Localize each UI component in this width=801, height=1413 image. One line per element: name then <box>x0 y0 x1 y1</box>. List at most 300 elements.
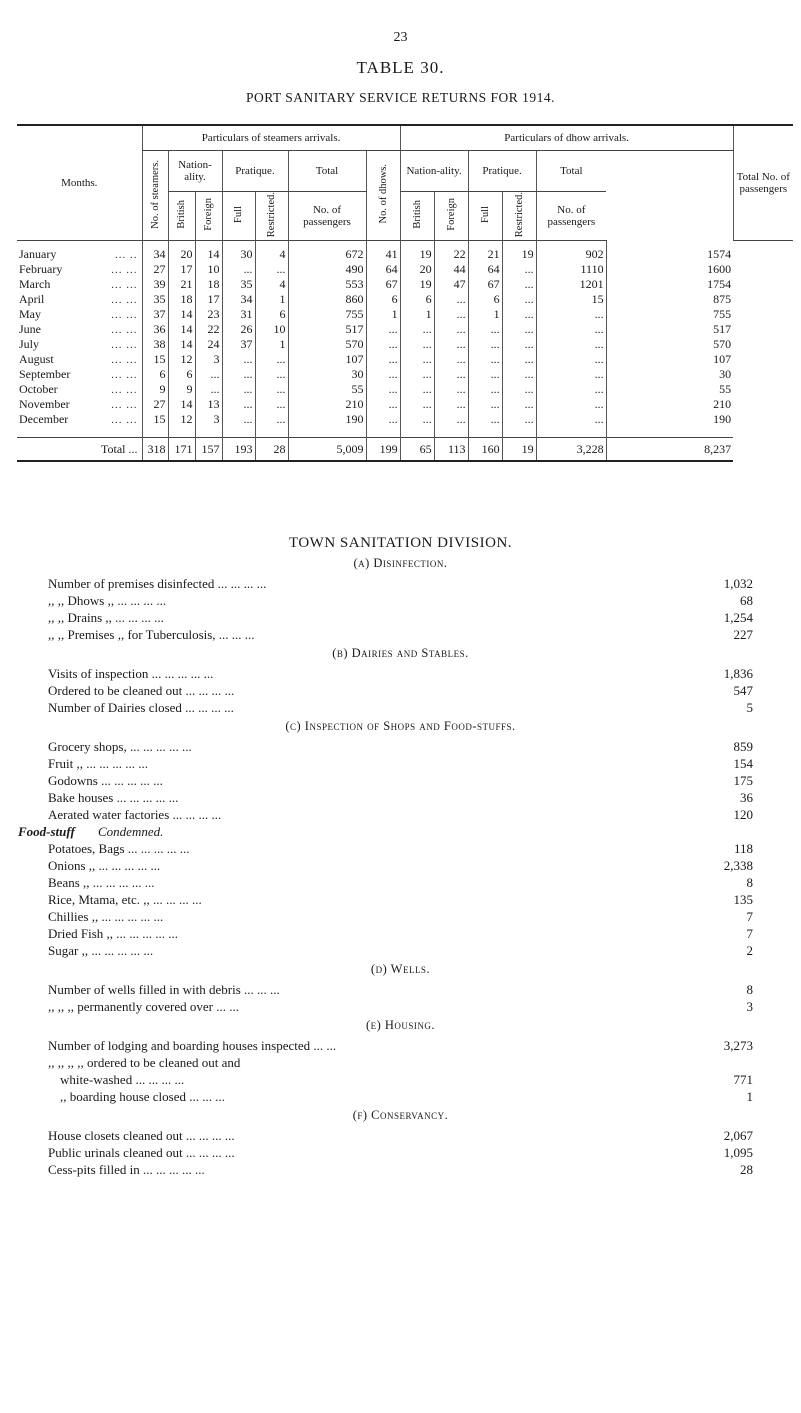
steamer-foreign-cell: 13 <box>195 397 222 412</box>
item-value: 1,032 <box>723 576 753 591</box>
dhow-british-cell: ... <box>400 367 434 382</box>
dhow-foreign-cell: ... <box>434 382 468 397</box>
steamers-cell: 39 <box>142 277 168 292</box>
steamer-restricted-cell: ... <box>255 352 288 367</box>
table-row <box>17 262 793 277</box>
dhow-full-cell: 21 <box>468 241 502 263</box>
steamer-passengers-cell: 490 <box>288 262 366 277</box>
page-number: 23 <box>393 30 408 45</box>
steamer-british-cell: 14 <box>168 322 195 337</box>
steamer-full-cell: 35 <box>222 277 255 292</box>
dhow-british-total: 65 <box>400 438 434 462</box>
steamer-british-cell: 14 <box>168 307 195 322</box>
leader-dots: ... ... <box>111 383 138 396</box>
total-passengers-cell: 30 <box>606 367 733 382</box>
leader-dots: ... ... <box>111 413 138 426</box>
steamers-total: 318 <box>142 438 168 462</box>
dhow-foreign-cell: ... <box>434 322 468 337</box>
item-value: 5 <box>746 700 753 715</box>
list-item <box>0 575 801 592</box>
dhow-british-cell: ... <box>400 337 434 352</box>
dhow-british-cell: 20 <box>400 262 434 277</box>
dhow-total-header: Total <box>536 151 606 192</box>
dhow-restricted-cell: ... <box>502 337 536 352</box>
item-value: 8 <box>746 875 753 890</box>
steamer-british-cell: 12 <box>168 352 195 367</box>
dhow-british-cell: ... <box>400 352 434 367</box>
dhow-british-cell: 19 <box>400 277 434 292</box>
dhow-passengers-cell: ... <box>536 337 606 352</box>
item-label: Ordered to be cleaned out ... ... ... ... <box>48 683 235 698</box>
dairies-title: (b) Dairies and Stables. <box>332 646 469 660</box>
dhow-restricted-total: 19 <box>502 438 536 462</box>
steamers-cell: 15 <box>142 352 168 367</box>
dhow-restricted-cell: ... <box>502 367 536 382</box>
total-passengers-cell: 190 <box>606 412 733 427</box>
dhow-british-header: British <box>400 192 434 241</box>
steamer-passengers-cell: 755 <box>288 307 366 322</box>
steamer-british-cell: 14 <box>168 337 195 352</box>
table-title: TABLE 30. <box>356 58 445 77</box>
table-row <box>17 412 793 427</box>
steamer-restricted-cell: 4 <box>255 241 288 263</box>
town-sanitation-section <box>0 535 801 1178</box>
dhows-cell: 1 <box>366 307 400 322</box>
steamer-restricted-cell: ... <box>255 262 288 277</box>
leader-dots: ... ... <box>111 323 138 336</box>
table-row <box>17 307 793 322</box>
steamer-restricted-cell: ... <box>255 397 288 412</box>
list-item <box>0 981 801 998</box>
steamer-passengers-cell: 107 <box>288 352 366 367</box>
dhow-passengers-cell: ... <box>536 352 606 367</box>
dhow-foreign-cell: 44 <box>434 262 468 277</box>
dhow-foreign-cell: ... <box>434 397 468 412</box>
steamer-total-header: Total <box>288 151 366 192</box>
steamers-cell: 36 <box>142 322 168 337</box>
total-passengers-cell: 107 <box>606 352 733 367</box>
food-stuff-sidenote: Food-stuff <box>18 824 75 839</box>
steamers-cell: 37 <box>142 307 168 322</box>
dhows-cell: ... <box>366 397 400 412</box>
item-value: 118 <box>733 841 753 856</box>
dhow-restricted-header: Restricted. <box>502 192 536 241</box>
steamer-british-cell: 14 <box>168 397 195 412</box>
dhow-nationality-header: Nation-ality. <box>400 151 468 192</box>
steamer-passengers-total: 5,009 <box>288 438 366 462</box>
item-label: ,, boarding house closed ... ... ... <box>60 1089 226 1104</box>
table-row <box>17 352 793 367</box>
leader-dots: ... ... <box>111 338 138 351</box>
steamer-british-total: 171 <box>168 438 195 462</box>
list-item <box>0 665 801 682</box>
dhows-cell: ... <box>366 322 400 337</box>
dhows-cell: 6 <box>366 292 400 307</box>
list-item <box>0 998 801 1015</box>
item-value: 7 <box>746 909 753 924</box>
steamers-cell: 27 <box>142 262 168 277</box>
steamer-restricted-cell: ... <box>255 382 288 397</box>
steamer-foreign-cell: 17 <box>195 292 222 307</box>
item-label: Chillies ,, ... ... ... ... ... <box>48 909 164 924</box>
dhow-passengers-cell: ... <box>536 307 606 322</box>
steamer-passengers-cell: 672 <box>288 241 366 263</box>
shops-title: (c) Inspection of Shops and Food-stuffs. <box>285 719 516 733</box>
list-item <box>0 1161 801 1178</box>
steamer-full-cell: 26 <box>222 322 255 337</box>
list-item <box>0 942 801 959</box>
steamer-passengers-cell: 190 <box>288 412 366 427</box>
list-item <box>0 891 801 908</box>
steamer-foreign-cell: ... <box>195 382 222 397</box>
steamer-foreign-total: 157 <box>195 438 222 462</box>
item-value: 2,338 <box>723 858 753 873</box>
dhows-cell: ... <box>366 352 400 367</box>
item-label: Number of premises disinfected ... ... ... ... <box>48 576 267 591</box>
item-label: Number of wells filled in with debris ... ... ... <box>48 982 280 997</box>
port-sanitary-table <box>17 124 793 462</box>
item-value: 859 <box>733 739 753 754</box>
dhow-passengers-cell: 902 <box>536 241 606 263</box>
list-item <box>0 699 801 716</box>
item-label: Godowns ... ... ... ... ... <box>48 773 163 788</box>
steamer-passengers-cell: 860 <box>288 292 366 307</box>
item-label: Sugar ,, ... ... ... ... ... <box>48 943 154 958</box>
month-cell: December <box>19 412 69 427</box>
table-row <box>17 367 793 382</box>
steamers-group-header: Particulars of steamers arrivals. <box>142 125 400 151</box>
steamer-foreign-cell: 3 <box>195 352 222 367</box>
dhow-british-cell: ... <box>400 412 434 427</box>
dhow-restricted-cell: ... <box>502 277 536 292</box>
item-value: 227 <box>733 627 753 642</box>
steamer-restricted-cell: 1 <box>255 292 288 307</box>
list-item <box>0 755 801 772</box>
total-passengers-cell: 1574 <box>606 241 733 263</box>
dhow-foreign-cell: ... <box>434 292 468 307</box>
item-value: 120 <box>733 807 753 822</box>
dhow-british-cell: 19 <box>400 241 434 263</box>
steamer-passengers-cell: 55 <box>288 382 366 397</box>
disinfection-title: (a) Disinfection. <box>353 556 448 570</box>
dhows-cell: ... <box>366 337 400 352</box>
list-item <box>0 609 801 626</box>
item-value: 175 <box>733 773 753 788</box>
month-cell: May <box>19 307 41 322</box>
steamer-full-cell: ... <box>222 262 255 277</box>
dhow-restricted-cell: 19 <box>502 241 536 263</box>
steamer-foreign-cell: 3 <box>195 412 222 427</box>
steamer-british-cell: 17 <box>168 262 195 277</box>
total-passengers-cell: 875 <box>606 292 733 307</box>
steamers-cell: 27 <box>142 397 168 412</box>
dhow-full-cell: ... <box>468 367 502 382</box>
steamer-foreign-cell: 18 <box>195 277 222 292</box>
month-cell: June <box>19 322 41 337</box>
month-cell: November <box>19 397 70 412</box>
item-value: 3,273 <box>723 1038 753 1053</box>
dhow-foreign-cell: ... <box>434 307 468 322</box>
steamers-cell: 38 <box>142 337 168 352</box>
item-value: 547 <box>733 683 753 698</box>
table-row <box>17 397 793 412</box>
dhow-full-cell: 67 <box>468 277 502 292</box>
month-cell: March <box>19 277 51 292</box>
steamer-restricted-cell: ... <box>255 367 288 382</box>
condemned-heading <box>0 823 801 840</box>
list-item <box>0 1037 801 1054</box>
dhow-restricted-cell: ... <box>502 292 536 307</box>
dhow-passengers-cell: 1110 <box>536 262 606 277</box>
month-cell: August <box>19 352 54 367</box>
dhow-british-cell: 1 <box>400 307 434 322</box>
dhow-full-cell: ... <box>468 337 502 352</box>
month-cell: October <box>19 382 58 397</box>
conservancy-title: (f) Conservancy. <box>352 1108 449 1122</box>
item-label: Cess-pits filled in ... ... ... ... ... <box>48 1162 205 1177</box>
steamer-british-cell: 20 <box>168 241 195 263</box>
steamers-cell: 35 <box>142 292 168 307</box>
dhow-full-cell: 6 <box>468 292 502 307</box>
steamer-restricted-cell: ... <box>255 412 288 427</box>
dhow-british-cell: ... <box>400 322 434 337</box>
dhow-passengers-cell: ... <box>536 382 606 397</box>
dhow-foreign-cell: ... <box>434 412 468 427</box>
list-item <box>0 626 801 643</box>
dhow-foreign-total: 113 <box>434 438 468 462</box>
dhow-restricted-cell: ... <box>502 322 536 337</box>
table-row <box>17 241 793 263</box>
item-value: 3 <box>746 999 753 1014</box>
item-value: 28 <box>740 1162 753 1177</box>
dhows-cell: ... <box>366 367 400 382</box>
steamer-british-header: British <box>168 192 195 241</box>
spacer-row <box>17 427 793 438</box>
list-item <box>0 592 801 609</box>
list-item <box>0 1127 801 1144</box>
total-passengers-cell: 1754 <box>606 277 733 292</box>
steamer-passengers-cell: 553 <box>288 277 366 292</box>
steamer-full-cell: ... <box>222 412 255 427</box>
dhow-passengers-cell: 1201 <box>536 277 606 292</box>
month-cell: February <box>19 262 63 277</box>
steamer-restricted-cell: 10 <box>255 322 288 337</box>
dhow-foreign-cell: ... <box>434 367 468 382</box>
leader-dots: ... ... <box>111 368 138 381</box>
dhow-passengers-total: 3,228 <box>536 438 606 462</box>
dhow-restricted-cell: ... <box>502 262 536 277</box>
dhows-cell: ... <box>366 412 400 427</box>
leader-dots: ... ... <box>111 398 138 411</box>
item-label: ,, ,, ,, ,, ordered to be cleaned out and <box>48 1055 241 1070</box>
steamer-british-cell: 12 <box>168 412 195 427</box>
wells-title: (d) Wells. <box>370 962 431 976</box>
steamer-full-cell: ... <box>222 367 255 382</box>
table-row <box>17 292 793 307</box>
steamer-british-cell: 18 <box>168 292 195 307</box>
dhow-full-cell: ... <box>468 352 502 367</box>
list-item <box>0 1144 801 1161</box>
dhows-cell: 64 <box>366 262 400 277</box>
item-label: Rice, Mtama, etc. ,, ... ... ... ... <box>48 892 202 907</box>
dhow-restricted-cell: ... <box>502 307 536 322</box>
dhow-full-cell: ... <box>468 322 502 337</box>
dhow-full-header: Full <box>468 192 502 241</box>
item-value: 36 <box>740 790 753 805</box>
item-label: Number of lodging and boarding houses inspected ... ... <box>48 1038 337 1053</box>
dhow-british-cell: ... <box>400 397 434 412</box>
dhow-british-cell: ... <box>400 382 434 397</box>
item-value: 68 <box>740 593 753 608</box>
dhow-full-cell: 64 <box>468 262 502 277</box>
item-label: Grocery shops, ... ... ... ... ... <box>48 739 192 754</box>
no-of-dhows-header: No. of dhows. <box>366 151 400 241</box>
steamer-full-cell: 30 <box>222 241 255 263</box>
dhow-british-cell: 6 <box>400 292 434 307</box>
dhow-full-cell: ... <box>468 397 502 412</box>
steamer-foreign-cell: 24 <box>195 337 222 352</box>
item-label: Fruit ,, ... ... ... ... ... <box>48 756 149 771</box>
item-label: ,, ,, Drains ,, ... ... ... ... <box>48 610 164 625</box>
grand-total-passengers: 8,237 <box>606 438 733 462</box>
month-cell: July <box>19 337 40 352</box>
item-label: Visits of inspection ... ... ... ... ... <box>48 666 214 681</box>
steamer-nationality-header: Nation-ality. <box>168 151 222 192</box>
dhow-full-cell: ... <box>468 382 502 397</box>
steamers-cell: 9 <box>142 382 168 397</box>
steamer-full-cell: 31 <box>222 307 255 322</box>
dhow-passengers-cell: ... <box>536 322 606 337</box>
steamer-passengers-cell: 30 <box>288 367 366 382</box>
item-label: House closets cleaned out ... ... ... ... <box>48 1128 235 1143</box>
item-value: 8 <box>746 982 753 997</box>
leader-dots: ... ... <box>111 308 138 321</box>
steamer-restricted-header: Restricted. <box>255 192 288 241</box>
item-label: ,, ,, ,, permanently covered over ... ... <box>48 999 239 1014</box>
totals-row <box>17 438 793 462</box>
steamer-restricted-cell: 6 <box>255 307 288 322</box>
item-label: Onions ,, ... ... ... ... ... <box>48 858 161 873</box>
item-label: Number of Dairies closed ... ... ... ... <box>48 700 234 715</box>
item-label: Bake houses ... ... ... ... ... <box>48 790 179 805</box>
month-cell: January <box>19 247 57 262</box>
months-header: Months. <box>17 125 142 241</box>
steamer-full-total: 193 <box>222 438 255 462</box>
dhow-foreign-header: Foreign <box>434 192 468 241</box>
steamers-cell: 6 <box>142 367 168 382</box>
total-passengers-cell: 570 <box>606 337 733 352</box>
item-value: 7 <box>746 926 753 941</box>
steamer-british-cell: 9 <box>168 382 195 397</box>
list-item <box>0 925 801 942</box>
town-sanitation-title: TOWN SANITATION DIVISION. <box>288 535 513 551</box>
item-value: 135 <box>733 892 753 907</box>
dhow-foreign-cell: 47 <box>434 277 468 292</box>
dhow-restricted-cell: ... <box>502 412 536 427</box>
dhow-passengers-cell: ... <box>536 367 606 382</box>
steamers-cell: 34 <box>142 241 168 263</box>
steamer-restricted-cell: 1 <box>255 337 288 352</box>
dhows-cell: ... <box>366 382 400 397</box>
steamer-passengers-header: No. of passengers <box>288 192 366 241</box>
list-item <box>0 857 801 874</box>
steamer-pratique-header: Pratique. <box>222 151 288 192</box>
month-cell: September <box>19 367 71 382</box>
steamer-foreign-header: Foreign <box>195 192 222 241</box>
dhow-passengers-cell: ... <box>536 397 606 412</box>
item-value: 1,095 <box>723 1145 753 1160</box>
dhow-group-header: Particulars of dhow arrivals. <box>400 125 733 151</box>
dhow-pratique-header: Pratique. <box>468 151 536 192</box>
dhow-passengers-cell: ... <box>536 412 606 427</box>
steamer-full-cell: ... <box>222 352 255 367</box>
table-row <box>17 382 793 397</box>
steamer-full-cell: 34 <box>222 292 255 307</box>
table-row <box>17 337 793 352</box>
leader-dots: ... ... <box>111 293 138 306</box>
item-label: Public urinals cleaned out ... ... ... ... <box>48 1145 235 1160</box>
list-item <box>0 772 801 789</box>
steamers-cell: 15 <box>142 412 168 427</box>
no-of-steamers-header: No. of steamers. <box>142 151 168 241</box>
item-value: 771 <box>733 1072 753 1087</box>
grand-total-header: Total No. of passengers <box>733 125 793 241</box>
dhow-full-cell: 1 <box>468 307 502 322</box>
list-item <box>0 1088 801 1105</box>
item-value: 2 <box>746 943 753 958</box>
dhow-restricted-cell: ... <box>502 382 536 397</box>
list-item <box>0 806 801 823</box>
list-item <box>0 840 801 857</box>
month-cell: April <box>19 292 45 307</box>
item-value: 1,254 <box>723 610 753 625</box>
item-label: Beans ,, ... ... ... ... ... <box>48 875 155 890</box>
steamer-restricted-total: 28 <box>255 438 288 462</box>
total-passengers-cell: 1600 <box>606 262 733 277</box>
dhow-passengers-header: No. of passengers <box>536 192 606 241</box>
month-rows <box>17 241 793 462</box>
dhow-foreign-cell: ... <box>434 352 468 367</box>
item-value: 1,836 <box>723 666 753 681</box>
steamer-foreign-cell: 23 <box>195 307 222 322</box>
total-passengers-cell: 517 <box>606 322 733 337</box>
total-passengers-cell: 210 <box>606 397 733 412</box>
condemned-subhead: Condemned. <box>98 824 164 839</box>
list-item <box>0 1071 801 1088</box>
total-passengers-cell: 55 <box>606 382 733 397</box>
list-item <box>0 1054 801 1071</box>
list-item <box>0 682 801 699</box>
steamer-foreign-cell: 14 <box>195 241 222 263</box>
housing-title: (e) Housing. <box>365 1018 436 1032</box>
item-value: 2,067 <box>723 1128 753 1143</box>
item-label: white-washed ... ... ... ... <box>60 1072 185 1087</box>
totals-label: Total ... <box>17 438 142 462</box>
total-passengers-cell: 755 <box>606 307 733 322</box>
dhows-cell: 67 <box>366 277 400 292</box>
dhows-cell: 41 <box>366 241 400 263</box>
steamer-full-cell: 37 <box>222 337 255 352</box>
item-label: Potatoes, Bags ... ... ... ... ... <box>48 841 190 856</box>
list-item <box>0 874 801 891</box>
list-item <box>0 908 801 925</box>
item-label: ,, ,, Premises ,, for Tuberculosis, ... ... ... <box>48 627 255 642</box>
steamer-full-cell: ... <box>222 397 255 412</box>
steamer-foreign-cell: 10 <box>195 262 222 277</box>
dhow-foreign-cell: 22 <box>434 241 468 263</box>
dhow-restricted-cell: ... <box>502 352 536 367</box>
item-label: ,, ,, Dhows ,, ... ... ... ... <box>48 593 167 608</box>
